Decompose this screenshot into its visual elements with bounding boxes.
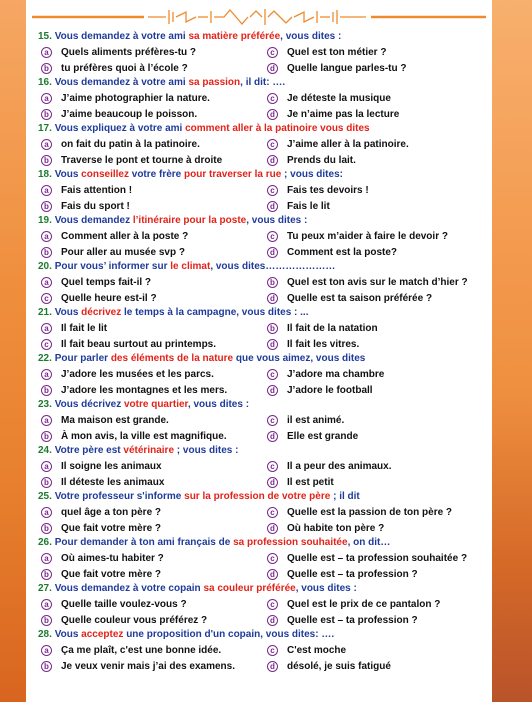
prompt-keyword: l’itinéraire pour la poste xyxy=(132,215,247,226)
answer-row xyxy=(38,520,490,536)
answer-option[interactable] xyxy=(38,569,264,580)
answer-row xyxy=(38,182,490,198)
option-letter-marker: d xyxy=(267,155,278,166)
prompt-text: , vous dites : xyxy=(280,31,342,42)
question-number: 16. xyxy=(38,77,52,88)
question-19 xyxy=(38,214,490,260)
question-18 xyxy=(38,168,490,214)
prompt-text: ; vous dites : xyxy=(174,445,239,456)
option-text: Il fait beau surtout au printemps. xyxy=(61,338,217,350)
answer-option[interactable] xyxy=(264,293,490,304)
option-letter-marker: c xyxy=(267,185,278,196)
option-letter-marker: d xyxy=(267,201,278,212)
option-text: Il a peur des animaux. xyxy=(287,460,392,472)
question-prompt xyxy=(38,168,490,182)
answer-option[interactable] xyxy=(38,645,264,656)
answer-option[interactable] xyxy=(38,369,264,380)
option-text: C'est moche xyxy=(287,644,347,656)
answer-option[interactable] xyxy=(38,293,264,304)
option-text: Je veux venir mais j’ai des examens. xyxy=(61,660,235,672)
question-number: 24. xyxy=(38,445,52,456)
answer-row xyxy=(38,382,490,398)
question-number: 26. xyxy=(38,537,52,548)
option-text: À mon avis, la ville est magnifique. xyxy=(61,430,227,442)
left-background-strip xyxy=(0,0,26,702)
answer-row xyxy=(38,612,490,628)
question-number: 27. xyxy=(38,583,52,594)
option-letter-marker: d xyxy=(267,247,278,258)
question-list xyxy=(38,30,490,674)
option-letter-marker: c xyxy=(41,339,52,350)
option-text: Où habite ton père ? xyxy=(287,522,385,534)
option-text: Fais tes devoirs ! xyxy=(287,184,369,196)
prompt-text: , vous dites : xyxy=(246,215,308,226)
answer-option[interactable] xyxy=(38,93,264,104)
answer-option[interactable] xyxy=(38,63,264,74)
option-letter-marker: c xyxy=(267,415,278,426)
question-prompt xyxy=(38,260,490,274)
prompt-text: Vous xyxy=(54,307,82,318)
question-prompt xyxy=(38,398,490,412)
answer-option[interactable] xyxy=(38,231,264,242)
answer-option[interactable] xyxy=(38,185,264,196)
answer-row xyxy=(38,566,490,582)
answer-row xyxy=(38,106,490,122)
option-text: Quelle heure est-il ? xyxy=(61,292,157,304)
answer-option[interactable] xyxy=(38,139,264,150)
option-text: Quelle est ta saison préférée ? xyxy=(287,292,433,304)
question-prompt xyxy=(38,122,490,136)
prompt-text: , vous dites : xyxy=(187,399,250,410)
option-text: désolé, je suis fatigué xyxy=(287,660,391,672)
answer-row xyxy=(38,228,490,244)
answer-row xyxy=(38,60,490,76)
answer-row xyxy=(38,90,490,106)
prompt-keyword: sa matière préférée xyxy=(188,31,281,42)
answer-row xyxy=(38,366,490,382)
option-letter-marker: c xyxy=(267,231,278,242)
prompt-text: le temps à la campagne, vous dites : ... xyxy=(121,307,309,318)
option-text: Je déteste la musique xyxy=(287,92,391,104)
option-letter-marker: a xyxy=(41,185,52,196)
prompt-text: Pour vous’ informer sur xyxy=(54,261,171,272)
answer-option[interactable] xyxy=(38,247,264,258)
option-text: Elle est grande xyxy=(287,430,359,442)
answer-option[interactable] xyxy=(38,385,264,396)
option-letter-marker: b xyxy=(41,661,52,672)
answer-option[interactable] xyxy=(38,507,264,518)
question-prompt xyxy=(38,582,490,596)
option-text: Il fait les vitres. xyxy=(287,338,360,350)
prompt-text: Vous xyxy=(54,629,82,640)
option-letter-marker: a xyxy=(41,231,52,242)
answer-option[interactable] xyxy=(264,155,490,166)
prompt-text: Pour demander à ton ami français de xyxy=(54,537,234,548)
answer-option[interactable] xyxy=(38,47,264,58)
option-letter-marker: d xyxy=(267,293,278,304)
question-23 xyxy=(38,398,490,444)
answer-row xyxy=(38,198,490,214)
option-letter-marker: a xyxy=(41,47,52,58)
question-number: 23. xyxy=(38,399,52,410)
option-letter-marker: a xyxy=(41,461,52,472)
option-text: Ça me plaît, c'est une bonne idée. xyxy=(61,644,222,656)
option-letter-marker: b xyxy=(41,615,52,626)
question-number: 25. xyxy=(38,491,52,502)
option-letter-marker: b xyxy=(41,569,52,580)
answer-option[interactable] xyxy=(264,461,490,472)
question-prompt xyxy=(38,76,490,90)
answer-option[interactable] xyxy=(264,63,490,74)
option-text: J’aime aller à la patinoire. xyxy=(287,138,409,150)
prompt-text: Votre professeur s'informe xyxy=(54,491,185,502)
question-number: 28. xyxy=(38,629,52,640)
question-prompt xyxy=(38,306,490,320)
option-text: Prends du lait. xyxy=(287,154,356,166)
option-text: Quel est le prix de ce pantalon ? xyxy=(287,598,441,610)
answer-option[interactable] xyxy=(264,109,490,120)
option-letter-marker: d xyxy=(267,523,278,534)
answer-option[interactable] xyxy=(264,615,490,626)
option-letter-marker: d xyxy=(267,63,278,74)
answer-row xyxy=(38,152,490,168)
option-text: Il fait de la natation xyxy=(287,322,378,334)
option-letter-marker: a xyxy=(41,277,52,288)
option-text: Tu peux m’aider à faire le devoir ? xyxy=(287,230,448,242)
option-letter-marker: a xyxy=(41,415,52,426)
option-letter-marker: a xyxy=(41,139,52,150)
prompt-text: , il dit: …. xyxy=(240,77,286,88)
answer-row xyxy=(38,474,490,490)
answer-option[interactable] xyxy=(38,155,264,166)
prompt-text: ; vous dites: xyxy=(281,169,343,180)
answer-row xyxy=(38,320,490,336)
question-number: 19. xyxy=(38,215,52,226)
option-letter-marker: a xyxy=(41,553,52,564)
option-letter-marker: b xyxy=(267,277,278,288)
prompt-text: Vous demandez à votre ami xyxy=(54,31,189,42)
option-letter-marker: b xyxy=(41,523,52,534)
answer-option[interactable] xyxy=(38,277,264,288)
prompt-keyword: votre quartier xyxy=(123,399,188,410)
answer-option[interactable] xyxy=(38,477,264,488)
answer-option[interactable] xyxy=(264,185,490,196)
option-text: Quelle est – ta profession ? xyxy=(287,614,418,626)
option-letter-marker: b xyxy=(41,431,52,442)
worksheet-page xyxy=(26,0,492,702)
option-text: Quelle est – ta profession souhaitée ? xyxy=(287,552,468,564)
answer-option[interactable] xyxy=(38,415,264,426)
answer-option[interactable] xyxy=(264,431,490,442)
answer-option[interactable] xyxy=(264,201,490,212)
option-letter-marker: c xyxy=(267,369,278,380)
answer-row xyxy=(38,44,490,60)
answer-option[interactable] xyxy=(264,323,490,334)
answer-row xyxy=(38,596,490,612)
option-letter-marker: d xyxy=(267,109,278,120)
prompt-text: ; il dit xyxy=(330,491,360,502)
answer-row xyxy=(38,336,490,352)
option-letter-marker: d xyxy=(267,569,278,580)
answer-option[interactable] xyxy=(38,201,264,212)
option-text: Comment est la poste? xyxy=(287,246,398,258)
answer-row xyxy=(38,642,490,658)
answer-option[interactable] xyxy=(264,477,490,488)
prompt-keyword: pour traverser la rue xyxy=(184,169,282,180)
option-letter-marker: c xyxy=(267,47,278,58)
answer-option[interactable] xyxy=(264,599,490,610)
answer-option[interactable] xyxy=(264,385,490,396)
option-letter-marker: b xyxy=(41,477,52,488)
option-letter-marker: a xyxy=(41,645,52,656)
prompt-keyword: sa profession souhaitée xyxy=(233,537,348,548)
question-prompt xyxy=(38,444,490,458)
prompt-keyword: décrivez xyxy=(81,307,122,318)
question-22 xyxy=(38,352,490,398)
prompt-text: Vous demandez xyxy=(54,215,133,226)
option-text: J’adore les musées et les parcs. xyxy=(61,368,214,380)
option-text: Il fait le lit xyxy=(61,322,108,334)
option-letter-marker: b xyxy=(267,323,278,334)
option-letter-marker: d xyxy=(267,477,278,488)
answer-option[interactable] xyxy=(264,661,490,672)
option-text: Fais attention ! xyxy=(61,184,133,196)
option-letter-marker: c xyxy=(267,93,278,104)
option-letter-marker: c xyxy=(267,599,278,610)
answer-row xyxy=(38,458,490,474)
option-text: Quelle est la passion de ton père ? xyxy=(287,506,453,518)
option-text: on fait du patin à la patinoire. xyxy=(61,138,200,150)
answer-option[interactable] xyxy=(38,461,264,472)
prompt-text: Votre père est xyxy=(54,445,124,456)
option-letter-marker: d xyxy=(267,339,278,350)
question-prompt xyxy=(38,536,490,550)
option-letter-marker: b xyxy=(41,109,52,120)
prompt-text: Vous demandez à votre ami xyxy=(54,77,189,88)
prompt-text: que vous aimez, vous dites xyxy=(233,353,366,364)
answer-option[interactable] xyxy=(264,507,490,518)
option-text: Quelle langue parles-tu ? xyxy=(287,62,407,74)
question-21 xyxy=(38,306,490,352)
option-letter-marker: d xyxy=(267,385,278,396)
answer-option[interactable] xyxy=(38,523,264,534)
question-number: 20. xyxy=(38,261,52,272)
option-letter-marker: b xyxy=(41,155,52,166)
option-letter-marker: c xyxy=(267,553,278,564)
question-number: 15. xyxy=(38,31,52,42)
answer-option[interactable] xyxy=(264,553,490,564)
answer-option[interactable] xyxy=(264,231,490,242)
option-text: il est animé. xyxy=(287,414,345,426)
answer-option[interactable] xyxy=(264,569,490,580)
option-text: Il soigne les animaux xyxy=(61,460,162,472)
answer-option[interactable] xyxy=(264,645,490,656)
question-prompt xyxy=(38,628,490,642)
answer-row xyxy=(38,290,490,306)
question-number: 22. xyxy=(38,353,52,364)
prompt-keyword: conseillez xyxy=(81,169,129,180)
prompt-text: votre frère xyxy=(128,169,185,180)
option-text: tu préfères quoi à l’école ? xyxy=(61,62,188,74)
option-text: J’adore les montagnes et les mers. xyxy=(61,384,228,396)
question-25 xyxy=(38,490,490,536)
option-text: Ma maison est grande. xyxy=(61,414,169,426)
prompt-keyword: sa passion xyxy=(188,77,241,88)
option-text: Comment aller à la poste ? xyxy=(61,230,189,242)
answer-row xyxy=(38,550,490,566)
answer-row xyxy=(38,504,490,520)
prompt-keyword: des éléments de la nature xyxy=(110,353,234,364)
option-letter-marker: a xyxy=(41,93,52,104)
answer-option[interactable] xyxy=(264,415,490,426)
answer-option[interactable] xyxy=(38,599,264,610)
answer-option[interactable] xyxy=(264,523,490,534)
option-text: Que fait votre mère ? xyxy=(61,522,162,534)
question-number: 21. xyxy=(38,307,52,318)
answer-row xyxy=(38,412,490,428)
option-text: Quelle est – ta profession ? xyxy=(287,568,418,580)
option-text: J’adore le football xyxy=(287,384,373,396)
answer-option[interactable] xyxy=(38,661,264,672)
question-17 xyxy=(38,122,490,168)
option-letter-marker: d xyxy=(267,615,278,626)
prompt-text: Vous xyxy=(54,169,82,180)
prompt-text: Pour parler xyxy=(54,353,111,364)
question-prompt xyxy=(38,352,490,366)
answer-option[interactable] xyxy=(264,339,490,350)
prompt-keyword: sur la profession de votre père xyxy=(184,491,331,502)
answer-row xyxy=(38,428,490,444)
option-letter-marker: c xyxy=(267,139,278,150)
answer-option[interactable] xyxy=(38,431,264,442)
question-16 xyxy=(38,76,490,122)
prompt-text: Vous demandez à votre copain xyxy=(54,583,204,594)
answer-option[interactable] xyxy=(264,139,490,150)
answer-option[interactable] xyxy=(38,615,264,626)
option-letter-marker: a xyxy=(41,323,52,334)
option-letter-marker: a xyxy=(41,369,52,380)
right-background-strip xyxy=(492,0,532,702)
question-15 xyxy=(38,30,490,76)
option-text: J’aime photographier la nature. xyxy=(61,92,210,104)
option-text: Quelle taille voulez-vous ? xyxy=(61,598,187,610)
option-text: Fais le lit xyxy=(287,200,330,212)
prompt-keyword: sa couleur préférée xyxy=(203,583,296,594)
option-letter-marker: c xyxy=(267,507,278,518)
option-text: Quel est ton avis sur le match d’hier ? xyxy=(287,276,468,288)
answer-option[interactable] xyxy=(264,369,490,380)
answer-row xyxy=(38,658,490,674)
question-28 xyxy=(38,628,490,674)
prompt-text: , vous dites………………… xyxy=(210,261,336,272)
option-text: Que fait votre mère ? xyxy=(61,568,162,580)
option-letter-marker: d xyxy=(267,431,278,442)
question-24 xyxy=(38,444,490,490)
question-number: 17. xyxy=(38,123,52,134)
question-prompt xyxy=(38,490,490,504)
option-text: Il déteste les animaux xyxy=(61,476,165,488)
option-letter-marker: c xyxy=(41,293,52,304)
option-text: Pour aller au musée svp ? xyxy=(61,246,185,258)
option-letter-marker: c xyxy=(267,645,278,656)
option-text: Je n’aime pas la lecture xyxy=(287,108,400,120)
option-text: Quels aliments préfères-tu ? xyxy=(61,46,197,58)
prompt-text: Vous décrivez xyxy=(54,399,124,410)
answer-row xyxy=(38,136,490,152)
prompt-text: Vous expliquez à votre ami xyxy=(54,123,186,134)
option-text: quel âge a ton père ? xyxy=(61,506,162,518)
question-number: 18. xyxy=(38,169,52,180)
option-text: J’adore ma chambre xyxy=(287,368,385,380)
prompt-text: , on dit… xyxy=(347,537,391,548)
option-letter-marker: a xyxy=(41,599,52,610)
decorative-header-ornament xyxy=(26,0,492,34)
question-prompt xyxy=(38,30,490,44)
option-text: Quelle couleur vous préférez ? xyxy=(61,614,208,626)
answer-row xyxy=(38,244,490,260)
answer-row xyxy=(38,274,490,290)
answer-option[interactable] xyxy=(38,339,264,350)
answer-option[interactable] xyxy=(38,109,264,120)
question-20 xyxy=(38,260,490,306)
option-letter-marker: d xyxy=(267,661,278,672)
question-prompt xyxy=(38,214,490,228)
option-text: Traverse le pont et tourne à droite xyxy=(61,154,223,166)
option-text: Fais du sport ! xyxy=(61,200,130,212)
answer-option[interactable] xyxy=(38,553,264,564)
prompt-text: , vous dites : xyxy=(295,583,357,594)
option-text: Où aimes-tu habiter ? xyxy=(61,552,164,564)
question-26 xyxy=(38,536,490,582)
answer-option[interactable] xyxy=(264,93,490,104)
answer-option[interactable] xyxy=(264,47,490,58)
option-letter-marker: c xyxy=(267,461,278,472)
option-text: Quel temps fait-il ? xyxy=(61,276,152,288)
answer-option[interactable] xyxy=(264,247,490,258)
option-text: J’aime beaucoup le poisson. xyxy=(61,108,198,120)
answer-option[interactable] xyxy=(38,323,264,334)
option-letter-marker: b xyxy=(41,201,52,212)
option-letter-marker: b xyxy=(41,63,52,74)
option-letter-marker: a xyxy=(41,507,52,518)
option-letter-marker: b xyxy=(41,247,52,258)
prompt-keyword: acceptez xyxy=(81,629,124,640)
prompt-keyword: comment aller à la patinoire vous dites xyxy=(185,123,370,134)
prompt-keyword: le climat xyxy=(170,261,211,272)
option-text: Il est petit xyxy=(287,476,334,488)
answer-option[interactable] xyxy=(264,277,490,288)
option-text: Quel est ton métier ? xyxy=(287,46,387,58)
question-27 xyxy=(38,582,490,628)
prompt-keyword: vétérinaire xyxy=(123,445,175,456)
prompt-text: une proposition d'un copain, vous dites: …. xyxy=(123,629,335,640)
option-letter-marker: b xyxy=(41,385,52,396)
